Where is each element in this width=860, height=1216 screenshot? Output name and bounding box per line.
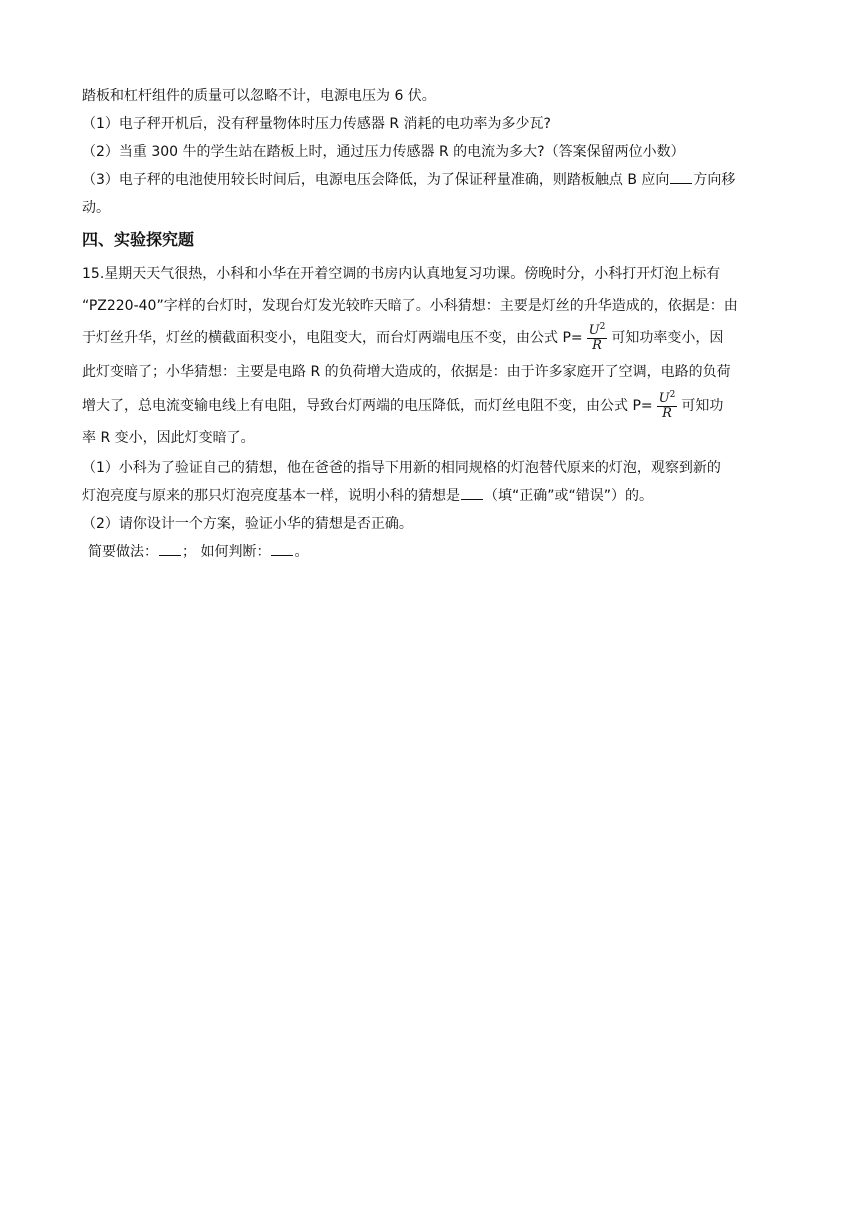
- p3-text-a: 于灯丝升华，灯丝的横截面积变小，电阻变大，而台灯两端电压不变，由公式 P=: [82, 330, 583, 346]
- answer-blank: [461, 485, 483, 500]
- document-page: [82, 82, 782, 566]
- problem-15-answer-line: [82, 538, 782, 566]
- problem-14-question-2: （2）当重 300 牛的学生站在踏板上时，通过压力传感器 R 的电流为多大?（答案保留两位小数）: [82, 144, 685, 160]
- problem-14-question-3: [82, 166, 782, 194]
- formula-numerator: $U^2$: [588, 321, 606, 338]
- power-formula-fraction: [657, 388, 678, 421]
- problem-15-line-5: [82, 388, 782, 424]
- s3-text-a: 简要做法：: [88, 544, 158, 560]
- s1-text-b: 灯泡亮度与原来的那只灯泡亮度基本一样，说明小科的猜想是: [82, 488, 460, 504]
- p5-text-b: 可知功: [681, 398, 724, 414]
- q3-text-b: 方向移: [693, 172, 736, 188]
- answer-blank: [670, 169, 692, 184]
- power-formula-fraction: [587, 320, 608, 353]
- problem-15-line-2: “PZ220-40”字样的台灯时，发现台灯发光较昨天暗了。小科猜想：主要是灯丝的升华造成的，依据是：由: [82, 298, 738, 314]
- problem-15-line-1: 15.星期天天气很热，小科和小华在开着空调的书房内认真地复习功课。傍晚时分，小科打开灯泡上标有: [82, 266, 721, 282]
- problem-15-subquestion-2: （2）请你设计一个方案，验证小华的猜想是否正确。: [82, 516, 413, 532]
- s3-text-c: 。: [294, 544, 309, 560]
- q3-text-a: （3）电子秤的电池使用较长时间后，电源电压会降低，为了保证秤量准确，则踏板触点 B 应向: [82, 172, 670, 188]
- p5-text-a: 增大了，总电流变输电线上有电阻，导致台灯两端的电压降低，而灯丝电阻不变，由公式 P=: [82, 398, 653, 414]
- p3-text-b: 可知功率变小，因: [611, 330, 724, 346]
- problem-15-line-3: [82, 320, 782, 356]
- s3-text-b: ； 如何判断：: [182, 544, 271, 560]
- problem-14-question-3-tail: 动。: [82, 200, 110, 216]
- section-title: 四、实验探究题: [82, 230, 195, 249]
- problem-15-subquestion-1-tail: [82, 482, 782, 510]
- s1-text-c: （填“正确”或“错误”）的。: [484, 488, 654, 504]
- problem-15-subquestion-1: （1）小科为了验证自己的猜想，他在爸爸的指导下用新的相同规格的灯泡替代原来的灯泡，观察到新的: [82, 460, 721, 476]
- problem-15-line-4: 此灯变暗了；小华猜想：主要是电路 R 的负荷增大造成的，依据是：由于许多家庭开了空调，电路的负荷: [82, 364, 731, 380]
- formula-denominator: R: [592, 337, 602, 353]
- answer-blank: [159, 541, 181, 556]
- problem-14-context: 踏板和杠杆组件的质量可以忽略不计，电源电压为 6 伏。: [82, 88, 436, 104]
- answer-blank: [271, 541, 293, 556]
- formula-numerator: $U^2$: [658, 389, 676, 406]
- problem-15-line-6: 率 R 变小，因此灯变暗了。: [82, 430, 255, 446]
- formula-denominator: R: [662, 405, 672, 421]
- problem-14-question-1: （1）电子秤开机后，没有秤量物体时压力传感器 R 消耗的电功率为多少瓦?: [82, 116, 551, 132]
